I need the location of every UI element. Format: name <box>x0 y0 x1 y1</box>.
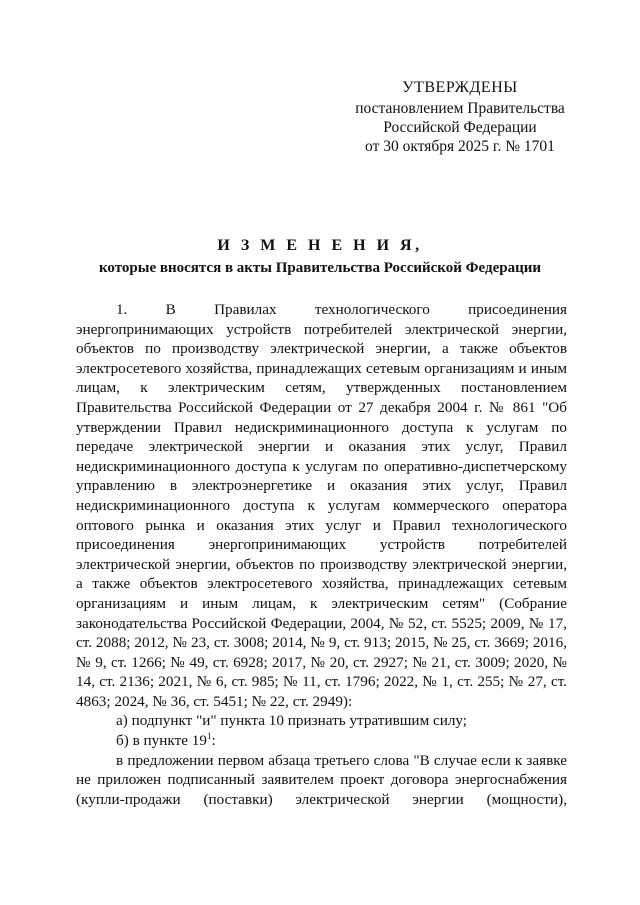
document-subtitle: которые вносятся в акты Правительства Российской Федерации <box>98 260 542 276</box>
paragraph-b <box>76 731 567 751</box>
approval-line-1: постановлением Правительства <box>355 100 565 117</box>
approval-title: УТВЕРЖДЕНЫ <box>402 79 518 96</box>
document-body <box>76 300 567 809</box>
paragraph-b-colon: : <box>211 732 216 750</box>
approval-line-2: Российской Федерации <box>383 119 537 136</box>
approval-block <box>340 78 580 156</box>
paragraph-b-text: б) в пункте 19 <box>116 732 207 750</box>
document-title: И З М Е Н Е Н И Я, <box>217 237 423 254</box>
paragraph-1: 1. В Правилах технологического присоединения энергопринимающих устройств потребителей электрической энергии, объектов по производству электрической энергии, а также объектов электросетевого хозяйства, принадлежащих сетевым организациям и иным лицам, к электрическим сетям, утвержденных постановлением Правительства Российской Федерации от 27 декабря 2004 г. № 861 "Об утверждении Правил недискриминационного доступа к услугам по передаче электрической энергии и оказания этих услуг, Правил недискриминационного доступа к услугам по оперативно-диспетчерскому управлению в электроэнергетике и оказания этих услуг, Правил недискриминационного доступа к услугам коммерческого оператора оптового рынка и оказания этих услуг и Правил технологического присоединения энергопринимающих устройств потребителей электрической энергии, объектов по производству электрической энергии, а также объектов электросетевого хозяйства, принадлежащих сетевым организациям и иным лицам, к электрическим сетям" (Собрание законодательства Российской Федерации, 2004, № 52, ст. 5525; 2009, № 17, ст. 2088; 2012, № 23, ст. 3008; 2014, № 9, ст. 913; 2015, № 25, ст. 3669; 2016, № 9, ст. 1266; № 49, ст. 6928; 2017, № 20, ст. 2927; № 21, ст. 3009; 2020, № 14, ст. 2136; 2021, № 6, ст. 985; № 11, ст. 1796; 2022, № 1, ст. 255; № 27, ст. 4863; 2024, № 36, ст. 5451; № 22, ст. 2949): <box>76 301 567 710</box>
paragraph-v: в предложении первом абзаца третьего слова "В случае если к заявке не приложен подписанный заявителем проект договора энергоснабжения (купли-продажи (поставки) электрической энергии (мощности), <box>76 751 567 808</box>
footnote-superscript: 1 <box>206 731 212 741</box>
paragraph-a: а) подпункт "и" пункта 10 признать утратившим силу; <box>116 712 468 730</box>
approval-line-3: от 30 октября 2025 г. № 1701 <box>365 138 555 155</box>
